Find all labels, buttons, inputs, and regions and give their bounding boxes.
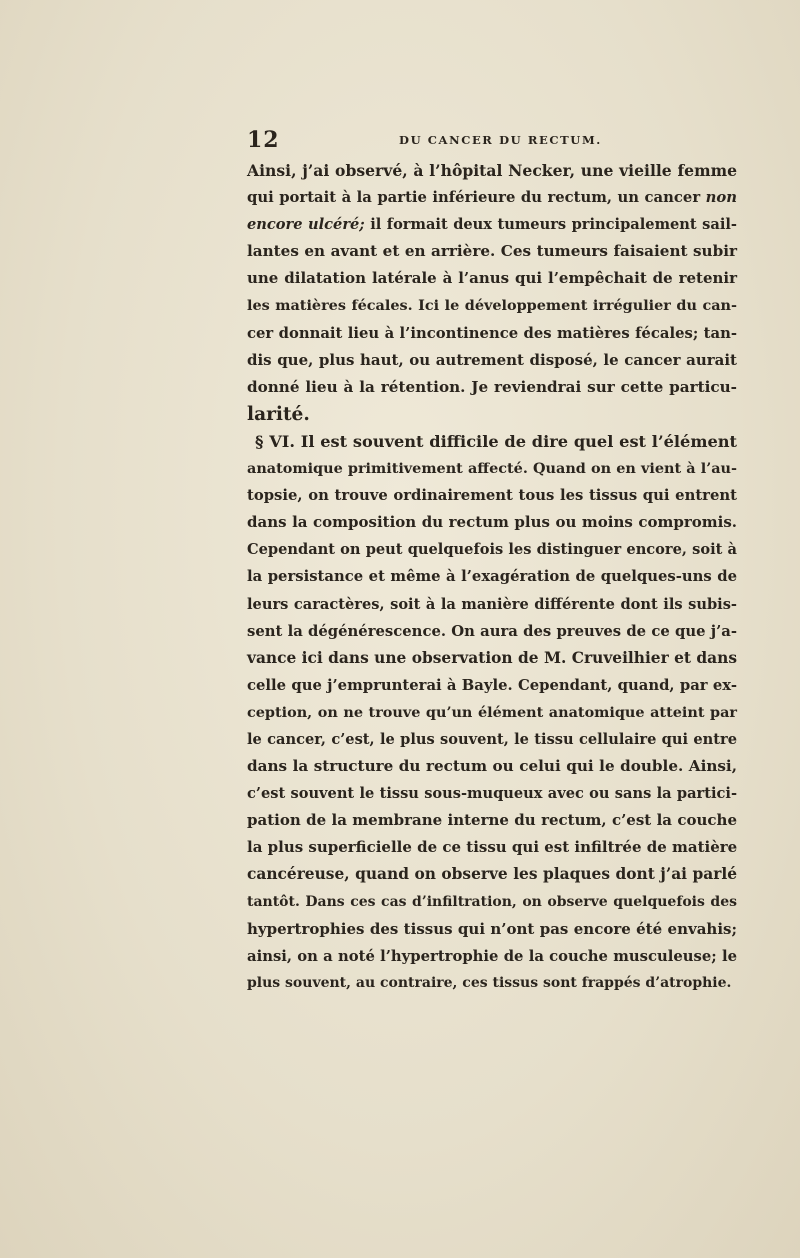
text-line: celle que j’emprunterai à Bayle. Cependant, quand, par ex- (247, 676, 737, 694)
text-line: leurs caractères, soit à la manière différente dont ils subis- (247, 595, 737, 613)
text-line: pation de la membrane interne du rectum, c’est la couche (247, 811, 737, 830)
text-line: cer donnait lieu à l’incontinence des matières fécales; tan- (247, 324, 737, 342)
text-line: ainsi, on a noté l’hypertrophie de la couche musculeuse; le (247, 947, 737, 965)
italic-text: non (705, 189, 737, 207)
text-line: topsie, on trouve ordinairement tous les tissus qui entrent (247, 487, 737, 505)
text-fragment: qui portait à la partie inférieure du rectum, un cancer (247, 189, 701, 207)
text-line: Ainsi, j’ai observé, à l’hôpital Necker, une vieille femme (247, 161, 737, 180)
text-line: sent la dégénérescence. On aura des preuves de ce que j’a- (247, 622, 737, 640)
text-line (247, 184, 737, 211)
text-line: dans la composition du rectum plus ou moins compromis. (247, 513, 737, 532)
text-line: Cependant on peut quelquefois les distinguer encore, soit à (247, 541, 737, 559)
running-head (247, 127, 737, 153)
text-fragment: il formait deux tumeurs principalement sail- (370, 216, 737, 234)
text-line: ception, on ne trouve qu’un élément anatomique atteint par (247, 703, 737, 721)
italic-text: encore ulcéré; (247, 216, 365, 234)
text-line: le cancer, c’est, le plus souvent, le tissu cellulaire qui entre (247, 730, 737, 748)
text-line: c’est souvent le tissu sous-muqueux avec ou sans la partici- (247, 785, 737, 803)
running-title: DU CANCER DU RECTUM. (399, 133, 602, 147)
text-line: hypertrophies des tissus qui n’ont pas encore été envahis; (247, 919, 737, 938)
text-line: vance ici dans une observation de M. Cruveilhier et dans (247, 648, 737, 667)
text-line: larité. (247, 403, 310, 425)
text-line: la plus superficielle de ce tissu qui est infiltrée de matière (247, 838, 738, 857)
text-line: dans la structure du rectum ou celui qui le double. Ainsi, (247, 757, 737, 776)
text-line (247, 211, 737, 238)
text-line: lantes en avant et en arrière. Ces tumeurs faisaient subir (247, 242, 737, 261)
text-line: tantôt. Dans ces cas d’infiltration, on observe quelquefois des (247, 893, 737, 910)
text-line: plus souvent, au contraire, ces tissus sont frappés d’atrophie. (247, 974, 732, 991)
text-line: cancéreuse, quand on observe les plaques dont j’ai parlé (247, 865, 737, 884)
section-heading-line: § VI. Il est souvent difficile de dire quel est l’élément (255, 431, 737, 451)
text-line: dis que, plus haut, ou autrement disposé, le cancer aurait (247, 350, 737, 369)
body-text (247, 157, 737, 997)
text-line: donné lieu à la rétention. Je reviendrai sur cette particu- (247, 377, 737, 396)
text-line: la persistance et même à l’exagération de quelques-uns de (247, 568, 737, 586)
page-number: 12 (247, 127, 280, 153)
text-line: anatomique primitivement affecté. Quand on en vient à l’au- (247, 460, 737, 478)
text-line: les matières fécales. Ici le développement irrégulier du can- (247, 297, 737, 315)
text-line: une dilatation latérale à l’anus qui l’empêchait de retenir (247, 269, 737, 288)
